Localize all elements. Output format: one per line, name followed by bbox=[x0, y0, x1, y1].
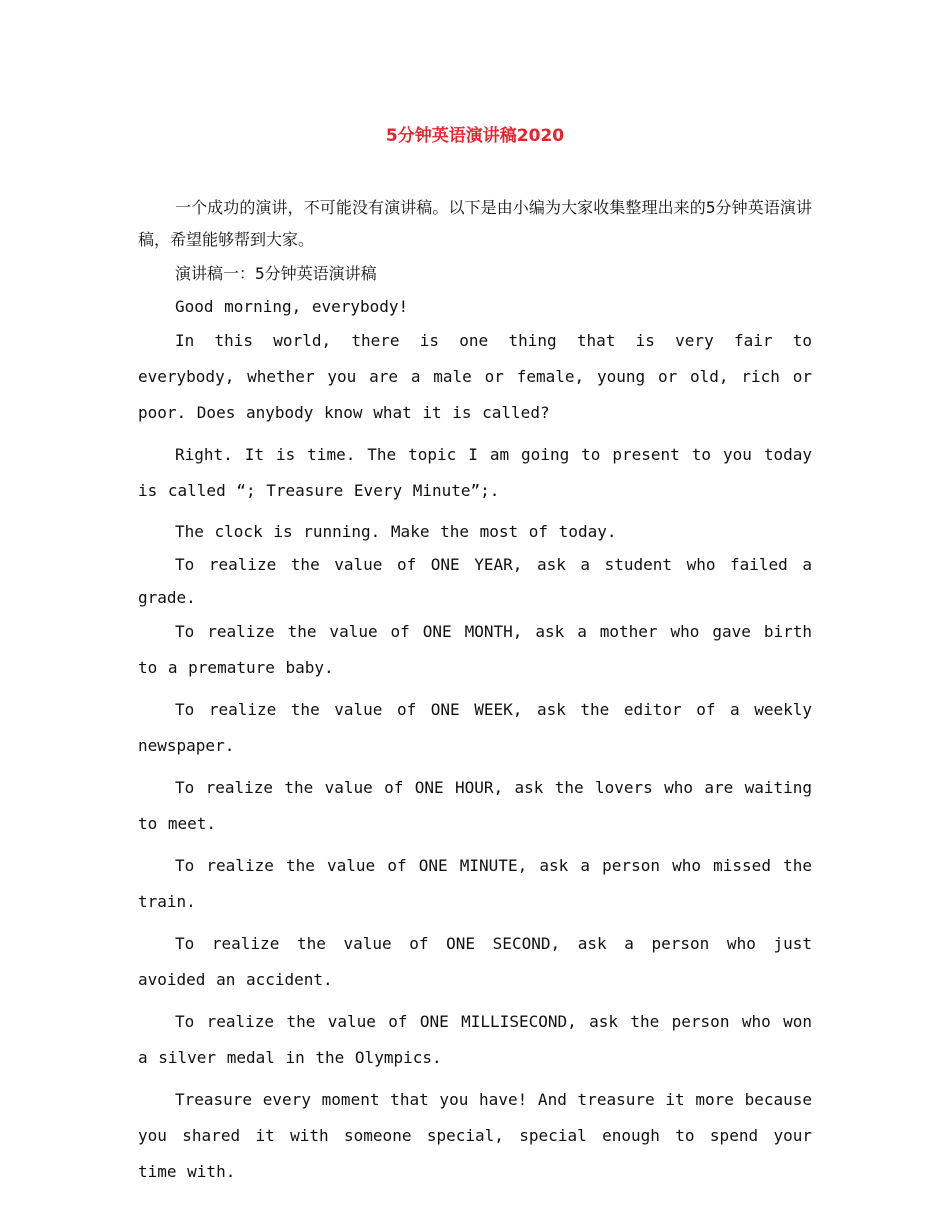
body-paragraph: To realize the value of ONE HOUR, ask the lovers who are waiting to meet. bbox=[138, 778, 812, 833]
section-heading: 演讲稿一：5分钟英语演讲稿 bbox=[175, 264, 377, 283]
body-paragraph: To realize the value of ONE MINUTE, ask a person who missed the train. bbox=[138, 856, 812, 911]
body-paragraph: To realize the value of ONE WEEK, ask the editor of a weekly newspaper. bbox=[138, 700, 812, 755]
body-paragraph: To realize the value of ONE YEAR, ask a student who failed a grade. bbox=[138, 555, 812, 607]
greeting-paragraph: Good morning, everybody! bbox=[175, 297, 409, 316]
body-paragraph: To realize the value of ONE MILLISECOND, ask the person who won a silver medal in the Olympics. bbox=[138, 1012, 812, 1067]
body-paragraph: In this world, there is one thing that is very fair to everybody, whether you are a male or female, young or old, rich or poor. Does anybody know what it is called? bbox=[138, 331, 812, 422]
document-body bbox=[138, 192, 812, 1196]
document-title: 5分钟英语演讲稿2020 bbox=[385, 126, 565, 146]
body-paragraph: To realize the value of ONE SECOND, ask a person who just avoided an accident. bbox=[138, 934, 812, 989]
intro-paragraph: 一个成功的演讲，不可能没有演讲稿。以下是由小编为大家收集整理出来的5分钟英语演讲稿，希望能够帮到大家。 bbox=[138, 198, 812, 249]
body-paragraph: Treasure every moment that you have! And treasure it more because you shared it with someone special, special enough to spend your time with. bbox=[138, 1090, 812, 1181]
body-paragraph: Right. It is time. The topic I am going to present to you today is called “; Treasure Every Minute”;. bbox=[138, 445, 812, 500]
body-paragraph: To realize the value of ONE MONTH, ask a mother who gave birth to a premature baby. bbox=[138, 622, 812, 677]
body-paragraph: The clock is running. Make the most of today. bbox=[175, 522, 617, 541]
